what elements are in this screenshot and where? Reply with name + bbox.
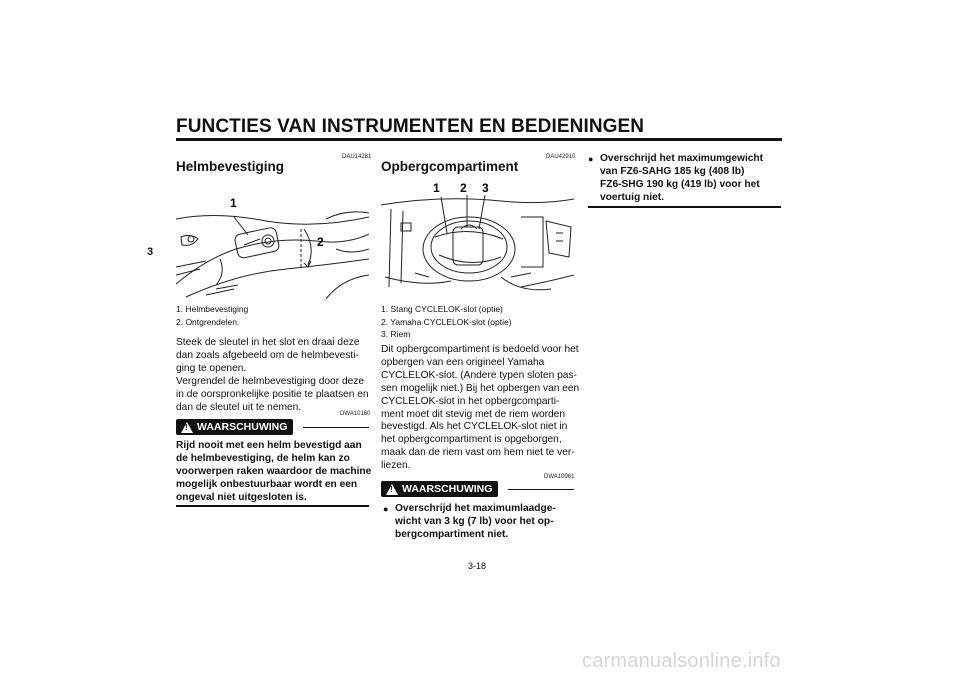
storage-compartment-drawing [381, 177, 574, 301]
warning-badge [176, 419, 293, 435]
warning-header [176, 419, 369, 435]
paragraph-line: CYCLELOK-slot. (Andere typen sloten pas- [381, 369, 577, 381]
warning-line: van FZ6-SAHG 185 kg (408 lb) [600, 166, 745, 177]
warning-end-rule [176, 505, 369, 507]
warning-line: Rijd nooit met een helm bevestigd aan [176, 440, 362, 451]
helmet-instructions [176, 337, 369, 414]
caption-line: 2. Ontgrendelen. [176, 316, 240, 327]
caption-line: 1. Helmbevestiging [176, 304, 249, 314]
paragraph-line: Dit opbergcompartiment is bedoeld voor het [381, 344, 579, 355]
warning-triangle-icon: ! [386, 484, 398, 495]
callout-1: 1 [230, 196, 237, 210]
warning-label: WAARSCHUWING [197, 421, 288, 433]
warning-text [395, 502, 556, 541]
chapter-tab: 3 [147, 246, 154, 258]
warning-line: de helmbevestiging, de helm kan zo [176, 453, 350, 464]
page-title: FUNCTIES VAN INSTRUMENTEN EN BEDIENINGEN [176, 116, 645, 137]
warning-line: ongeval niet uitgesloten is. [176, 492, 307, 503]
section-code: DAU14281 [342, 154, 372, 160]
caption-line: 1. Stang CYCLELOK-slot (optie) [381, 304, 503, 314]
warning-line: mogelijk onbestuurbaar wordt en een [176, 479, 358, 490]
paragraph-line: opbergen van een origineel Yamaha [381, 356, 545, 368]
figure-captions [381, 303, 512, 341]
watermark: carmanualsonline.info [582, 650, 781, 672]
helmet-holder-drawing [176, 189, 369, 301]
paragraph-line: dan de sleutel uit te nemen. [176, 401, 302, 413]
warning-triangle-icon: ! [181, 422, 193, 433]
callout-1: 1 [433, 181, 440, 195]
section-heading-helmbevestiging: Helmbevestiging [176, 159, 285, 174]
warning-label: WAARSCHUWING [402, 483, 493, 495]
paragraph-line: Vergrendel de helmbevestiging door deze [176, 375, 365, 387]
caption-line: 3. Riem [381, 329, 411, 339]
paragraph-line: sen mogelijk niet.) Bij het opbergen van een [381, 382, 580, 394]
bullet-icon: ● [588, 154, 594, 164]
warning-line: wicht van 3 kg (7 lb) voor het op- [395, 516, 554, 527]
storage-compartment-illustration [381, 177, 574, 301]
warning-line: Overschrijd het maximumgewicht [600, 153, 764, 164]
paragraph-line: in de oorspronkelijke positie te plaatsen en [176, 388, 369, 400]
warning-code: DWA10961 [544, 474, 575, 480]
paragraph-line: het opbergcompartiment is opgeborgen, [381, 434, 562, 446]
page-number: 3-18 [468, 561, 487, 571]
paragraph-line: dan zoals afgebeeld om de helmbevesti- [176, 349, 359, 361]
section-code: DAU42910 [546, 154, 576, 160]
warning-code: DWA10160 [340, 411, 371, 417]
warning-line: FZ6-SHG 190 kg (419 lb) voor het [600, 179, 760, 190]
helmet-holder-illustration [176, 189, 369, 301]
weight-warning-text [600, 152, 763, 204]
warning-rule [303, 427, 369, 428]
warning-line: voertuig niet. [600, 192, 664, 203]
paragraph-line: ging te openen. [176, 362, 247, 374]
warning-line: bergcompartiment niet. [395, 529, 509, 540]
paragraph-line: bevestigd. Als het CYCLELOK-slot niet in [381, 421, 568, 433]
warning-line: voorwerpen raken waardoor de machine [176, 466, 372, 477]
callout-3: 3 [482, 181, 489, 195]
bullet-icon: ● [383, 504, 389, 514]
warning-rule [508, 489, 574, 490]
title-rule [176, 138, 782, 141]
paragraph-line: liezen. [381, 460, 411, 472]
warning-header [381, 481, 574, 497]
callout-2: 2 [317, 235, 324, 249]
warning-end-rule [588, 206, 781, 208]
paragraph-line: maak dan de riem vast om hem niet te ver- [381, 447, 575, 459]
warning-badge [381, 481, 498, 497]
section-heading-opbergcompartiment: Opbergcompartiment [381, 159, 519, 174]
paragraph-line: CYCLELOK-slot in het opbergcomparti- [381, 395, 560, 407]
warning-text [176, 439, 371, 504]
figure-captions [176, 303, 248, 328]
caption-line: 2. Yamaha CYCLELOK-slot (optie) [381, 316, 512, 327]
paragraph-line: ment moet dit stevig met de riem worden [381, 408, 566, 420]
paragraph-line: Steek de sleutel in het slot en draai deze [176, 337, 360, 348]
warning-line: Overschrijd het maximumlaadge- [395, 503, 556, 514]
storage-description [381, 344, 579, 473]
callout-2: 2 [460, 181, 467, 195]
